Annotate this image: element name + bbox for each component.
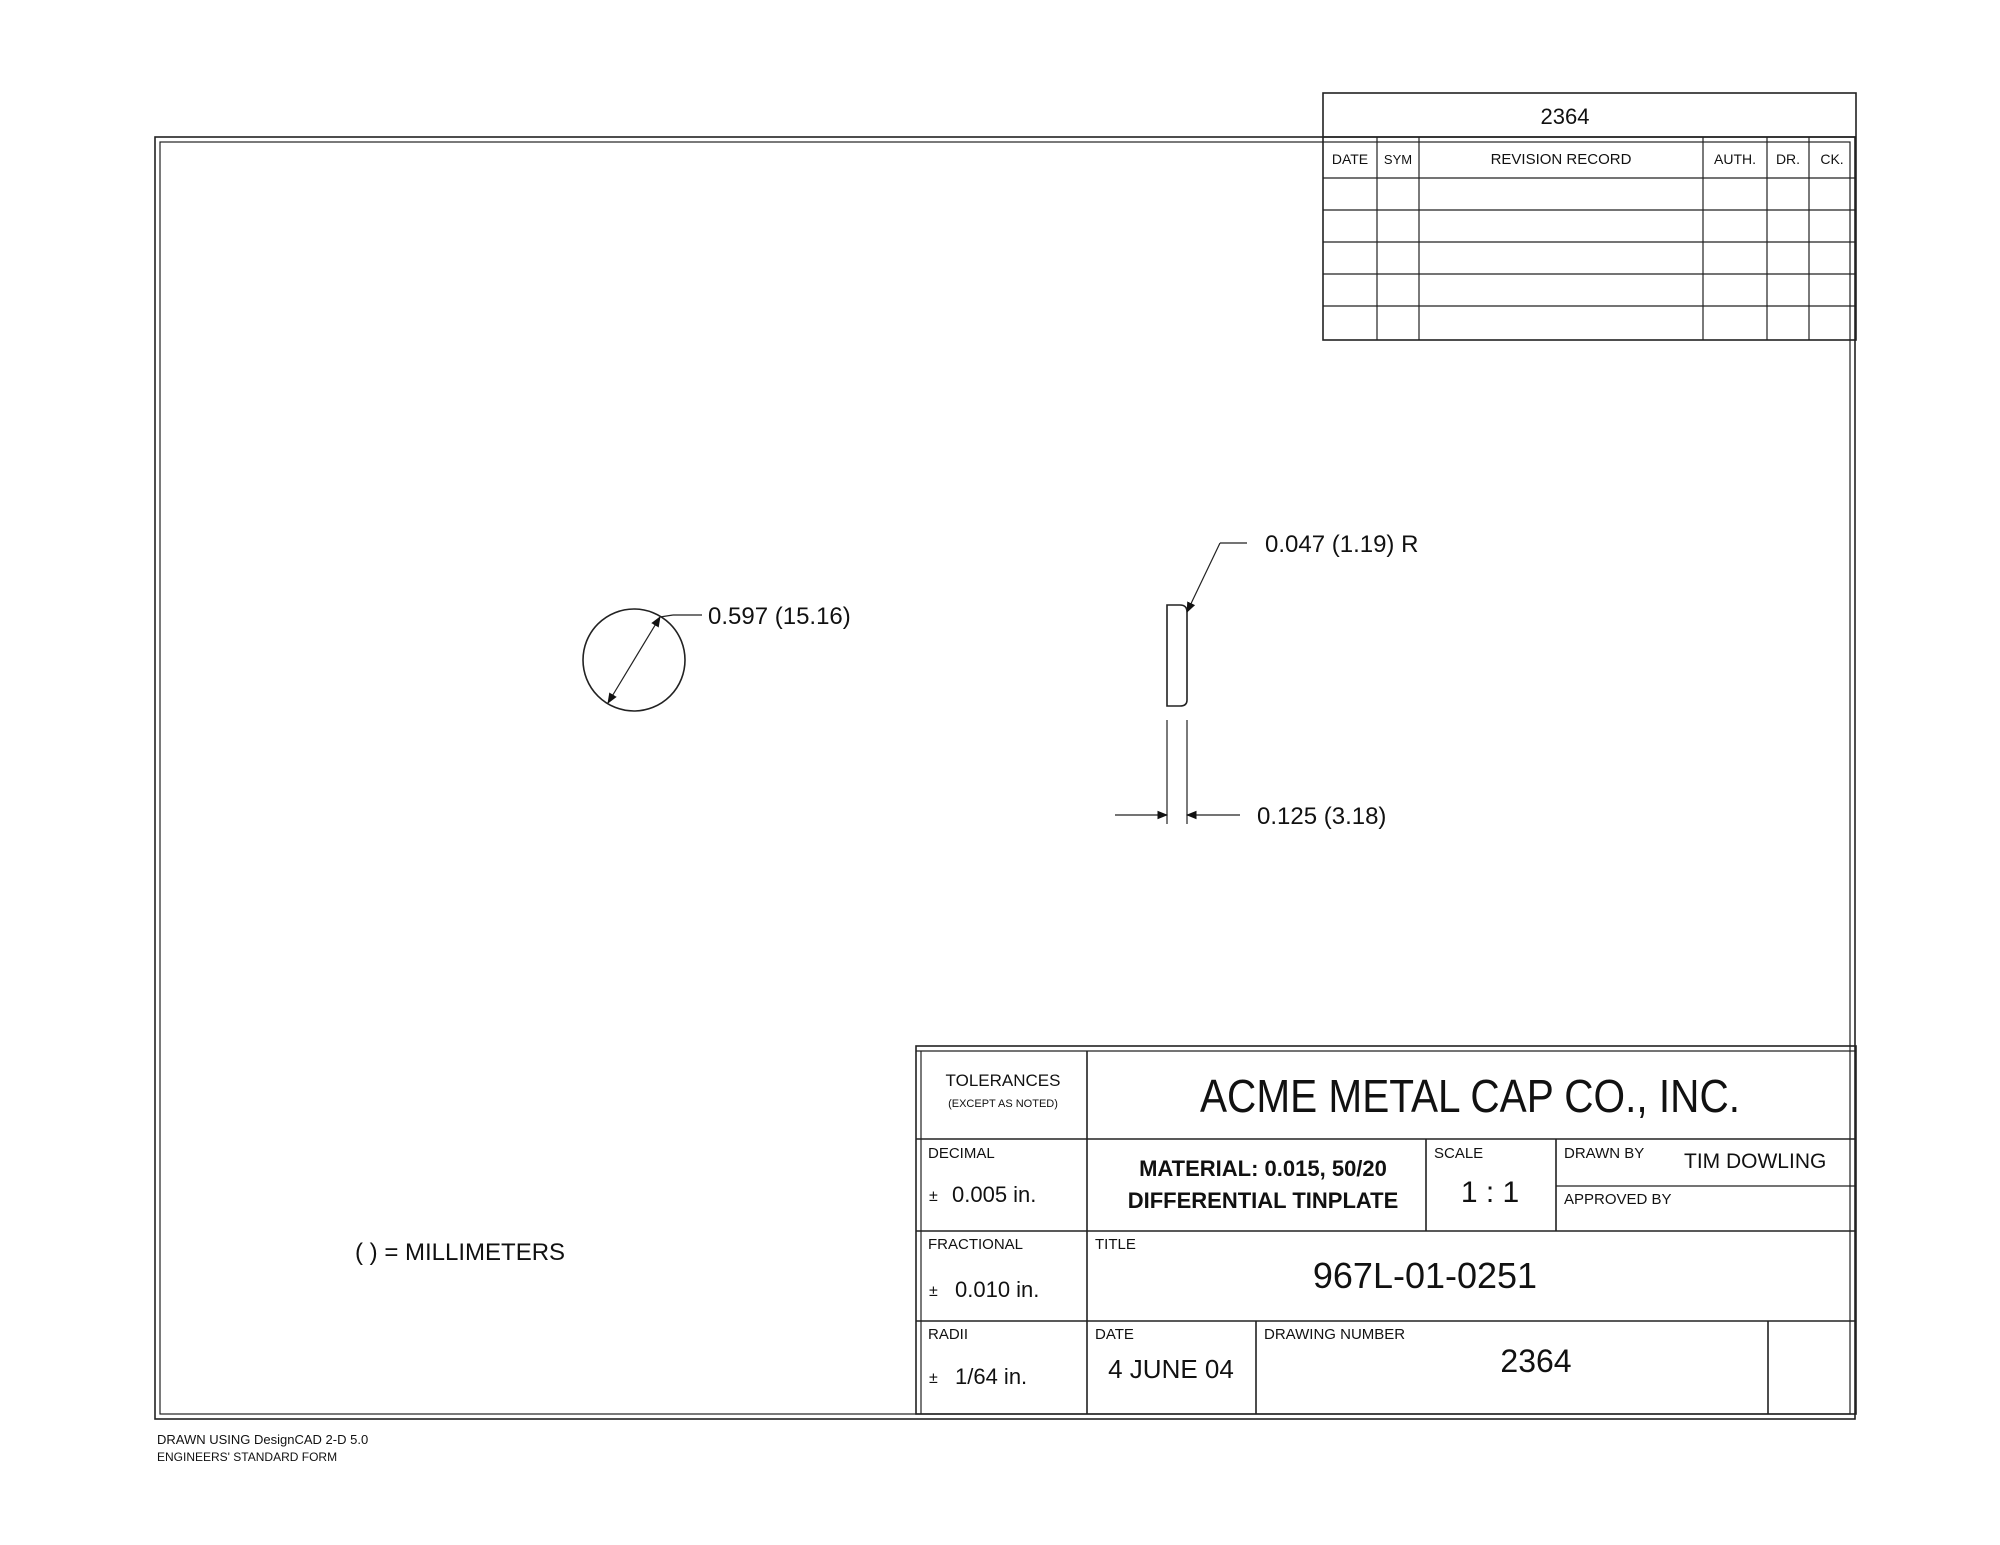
tolerances-label: TOLERANCES xyxy=(945,1071,1061,1090)
scale-label: SCALE xyxy=(1434,1145,1484,1162)
footer-line-1: DRAWN USING DesignCAD 2-D 5.0 xyxy=(157,1432,369,1447)
diameter-leader xyxy=(660,615,673,617)
rev-header-auth: AUTH. xyxy=(1714,151,1756,167)
drawing-number-label: DRAWING NUMBER xyxy=(1264,1326,1406,1343)
radii-label: RADII xyxy=(928,1326,969,1343)
diameter-dimension-line xyxy=(608,617,660,703)
drawn-by-label: DRAWN BY xyxy=(1564,1145,1645,1162)
tolerances-subtitle: (EXCEPT AS NOTED) xyxy=(948,1098,1058,1110)
fractional-label: FRACTIONAL xyxy=(928,1236,1024,1253)
scale-value: 1 : 1 xyxy=(1460,1176,1520,1209)
rev-header-sym: SYM xyxy=(1383,152,1413,167)
date-label: DATE xyxy=(1095,1326,1134,1343)
radii-value: 1/64 in. xyxy=(955,1364,1028,1389)
decimal-label: DECIMAL xyxy=(928,1145,995,1162)
cap-edge-profile xyxy=(1167,605,1187,706)
plus-minus-symbol: ± xyxy=(929,1188,938,1205)
revision-drawing-number: 2364 xyxy=(1540,104,1590,129)
radius-leader xyxy=(1187,543,1220,612)
date-value: 4 JUNE 04 xyxy=(1108,1354,1234,1384)
radius-label: 0.047 (1.19) R xyxy=(1265,531,1419,558)
title-block xyxy=(916,1046,1856,1414)
plus-minus-symbol: ± xyxy=(929,1283,938,1300)
rev-header-dr: DR. xyxy=(1775,151,1801,167)
footer-line-2: ENGINEERS' STANDARD FORM xyxy=(157,1450,338,1464)
drawing-title: 967L-01-0251 xyxy=(1312,1255,1538,1296)
fractional-value: 0.010 in. xyxy=(955,1277,1040,1302)
thickness-label: 0.125 (3.18) xyxy=(1257,803,1387,830)
revision-block xyxy=(1323,93,1856,340)
rev-header-ck: CK. xyxy=(1820,151,1844,167)
approved-by-label: APPROVED BY xyxy=(1564,1191,1672,1208)
company-name: ACME METAL CAP CO., INC. xyxy=(1200,1070,1740,1122)
title-label: TITLE xyxy=(1095,1236,1136,1253)
rev-header-record: REVISION RECORD xyxy=(1490,151,1632,168)
edge-view xyxy=(1115,531,1418,830)
diameter-label: 0.597 (15.16) xyxy=(708,603,851,630)
decimal-value: 0.005 in. xyxy=(952,1182,1037,1207)
units-note: ( ) = MILLIMETERS xyxy=(355,1239,566,1266)
material-line-1: MATERIAL: 0.015, 50/20 xyxy=(1139,1156,1387,1181)
rev-header-date: DATE xyxy=(1331,151,1369,167)
drawn-by-value: TIM DOWLING xyxy=(1684,1150,1827,1173)
material-line-2: DIFFERENTIAL TINPLATE xyxy=(1127,1188,1399,1213)
border-frame xyxy=(155,137,1855,1419)
drawing-number-value: 2364 xyxy=(1500,1343,1572,1379)
circle-view xyxy=(583,603,851,711)
plus-minus-symbol: ± xyxy=(929,1370,938,1387)
